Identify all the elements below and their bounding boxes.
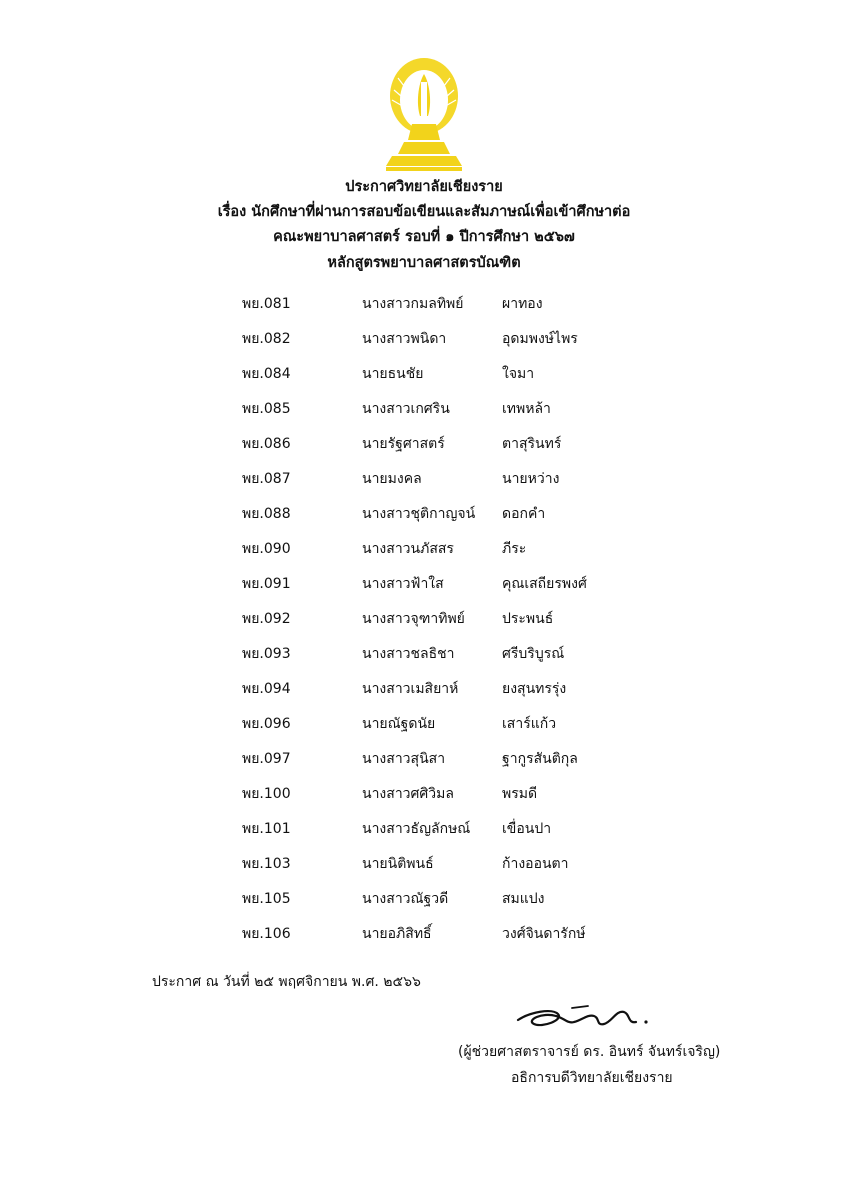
announcement-subject: เรื่อง นักศึกษาที่ผ่านการสอบข้อเขียนและสัมภาษณ์เพื่อเข้าศึกษาต่อ bbox=[217, 204, 631, 220]
student-code: พย.091 bbox=[242, 576, 291, 592]
student-first-name: นายอภิสิทธิ์ bbox=[362, 926, 432, 942]
student-last-name: คุณเสถียรพงศ์ bbox=[502, 576, 587, 592]
list-item bbox=[0, 607, 848, 642]
student-code: พย.090 bbox=[242, 541, 291, 557]
student-first-name: นายมงคล bbox=[362, 471, 422, 487]
student-last-name: พรมดี bbox=[502, 786, 538, 802]
student-last-name: เทพหล้า bbox=[502, 401, 551, 417]
student-last-name: ผาทอง bbox=[502, 296, 543, 312]
student-first-name: นายณัฐดนัย bbox=[362, 716, 436, 732]
list-item bbox=[0, 467, 848, 502]
announcement-title: ประกาศวิทยาลัยเชียงราย bbox=[345, 179, 503, 195]
list-item bbox=[0, 502, 848, 537]
student-last-name: เขื่อนปา bbox=[502, 821, 552, 837]
handwritten-signature bbox=[512, 994, 662, 1036]
signer-title: อธิการบดีวิทยาลัยเชียงราย bbox=[511, 1070, 673, 1086]
student-code: พย.082 bbox=[242, 331, 291, 347]
student-code: พย.085 bbox=[242, 401, 291, 417]
student-last-name: นายหว่าง bbox=[502, 471, 560, 487]
student-first-name: นางสาวเกศริน bbox=[362, 401, 450, 417]
student-last-name: อุดมพงษ์ไพร bbox=[502, 331, 578, 347]
student-first-name: นางสาวนภัสสร bbox=[362, 541, 454, 557]
student-code: พย.097 bbox=[242, 751, 291, 767]
student-last-name: เสาร์แก้ว bbox=[502, 716, 557, 732]
student-code: พย.106 bbox=[242, 926, 291, 942]
student-last-name: ยงสุนทรรุ่ง bbox=[502, 681, 567, 697]
list-item bbox=[0, 642, 848, 677]
student-list bbox=[0, 292, 848, 957]
list-item bbox=[0, 677, 848, 712]
student-last-name: ใจมา bbox=[502, 366, 535, 382]
student-code: พย.094 bbox=[242, 681, 291, 697]
student-code: พย.096 bbox=[242, 716, 291, 732]
student-code: พย.086 bbox=[242, 436, 291, 452]
student-code: พย.101 bbox=[242, 821, 291, 837]
student-last-name: สมแปง bbox=[502, 891, 545, 907]
student-code: พย.081 bbox=[242, 296, 291, 312]
signer-name: (ผู้ช่วยศาสตราจารย์ ดร. อินทร์ จันทร์เจริญ) bbox=[458, 1044, 721, 1060]
student-first-name: นางสาวชลธิชา bbox=[362, 646, 455, 662]
list-item bbox=[0, 817, 848, 852]
program-name: หลักสูตรพยาบาลศาสตรบัณฑิต bbox=[327, 255, 521, 271]
student-first-name: นายธนชัย bbox=[362, 366, 424, 382]
student-first-name: นางสาวเมสิยาห์ bbox=[362, 681, 459, 697]
list-item bbox=[0, 537, 848, 572]
list-item bbox=[0, 292, 848, 327]
student-first-name: นางสาวสุนิสา bbox=[362, 751, 446, 767]
student-code: พย.105 bbox=[242, 891, 291, 907]
college-logo bbox=[382, 54, 466, 172]
list-item bbox=[0, 362, 848, 397]
list-item bbox=[0, 432, 848, 467]
student-first-name: นางสาวกมลทิพย์ bbox=[362, 296, 464, 312]
list-item bbox=[0, 572, 848, 607]
student-first-name: นายรัฐศาสตร์ bbox=[362, 436, 445, 452]
list-item bbox=[0, 327, 848, 362]
student-first-name: นางสาวฟ้าใส bbox=[362, 576, 444, 592]
student-last-name: ศรีบริบูรณ์ bbox=[502, 646, 565, 662]
student-code: พย.088 bbox=[242, 506, 291, 522]
faculty-round-line: คณะพยาบาลศาสตร์ รอบที่ ๑ ปีการศึกษา ๒๕๖๗ bbox=[273, 229, 575, 245]
list-item bbox=[0, 852, 848, 887]
student-first-name: นางสาวณัฐวดี bbox=[362, 891, 449, 907]
list-item bbox=[0, 887, 848, 922]
student-last-name: ก้างออนตา bbox=[502, 856, 569, 872]
list-item bbox=[0, 747, 848, 782]
student-code: พย.087 bbox=[242, 471, 291, 487]
student-first-name: นางสาวพนิดา bbox=[362, 331, 447, 347]
student-last-name: วงศ์จินดารักษ์ bbox=[502, 926, 586, 942]
student-last-name: ตาสุรินทร์ bbox=[502, 436, 562, 452]
student-code: พย.100 bbox=[242, 786, 291, 802]
student-last-name: ฐากูรสันติกุล bbox=[502, 751, 578, 767]
announcement-date: ประกาศ ณ วันที่ ๒๕ พฤศจิกายน พ.ศ. ๒๕๖๖ bbox=[152, 974, 421, 990]
student-code: พย.103 bbox=[242, 856, 291, 872]
student-first-name: นางสาวศศิวิมล bbox=[362, 786, 454, 802]
student-last-name: ดอกคำ bbox=[502, 506, 546, 522]
list-item bbox=[0, 782, 848, 817]
student-first-name: นายนิติพนธ์ bbox=[362, 856, 434, 872]
list-item bbox=[0, 922, 848, 957]
student-first-name: นางสาวชุติกาญจน์ bbox=[362, 506, 476, 522]
student-code: พย.093 bbox=[242, 646, 291, 662]
student-code: พย.092 bbox=[242, 611, 291, 627]
list-item bbox=[0, 712, 848, 747]
student-first-name: นางสาวธัญลักษณ์ bbox=[362, 821, 471, 837]
student-last-name: ประพนธ์ bbox=[502, 611, 554, 627]
student-code: พย.084 bbox=[242, 366, 291, 382]
student-last-name: ภีระ bbox=[502, 541, 527, 557]
student-first-name: นางสาวจุฑาทิพย์ bbox=[362, 611, 465, 627]
list-item bbox=[0, 397, 848, 432]
